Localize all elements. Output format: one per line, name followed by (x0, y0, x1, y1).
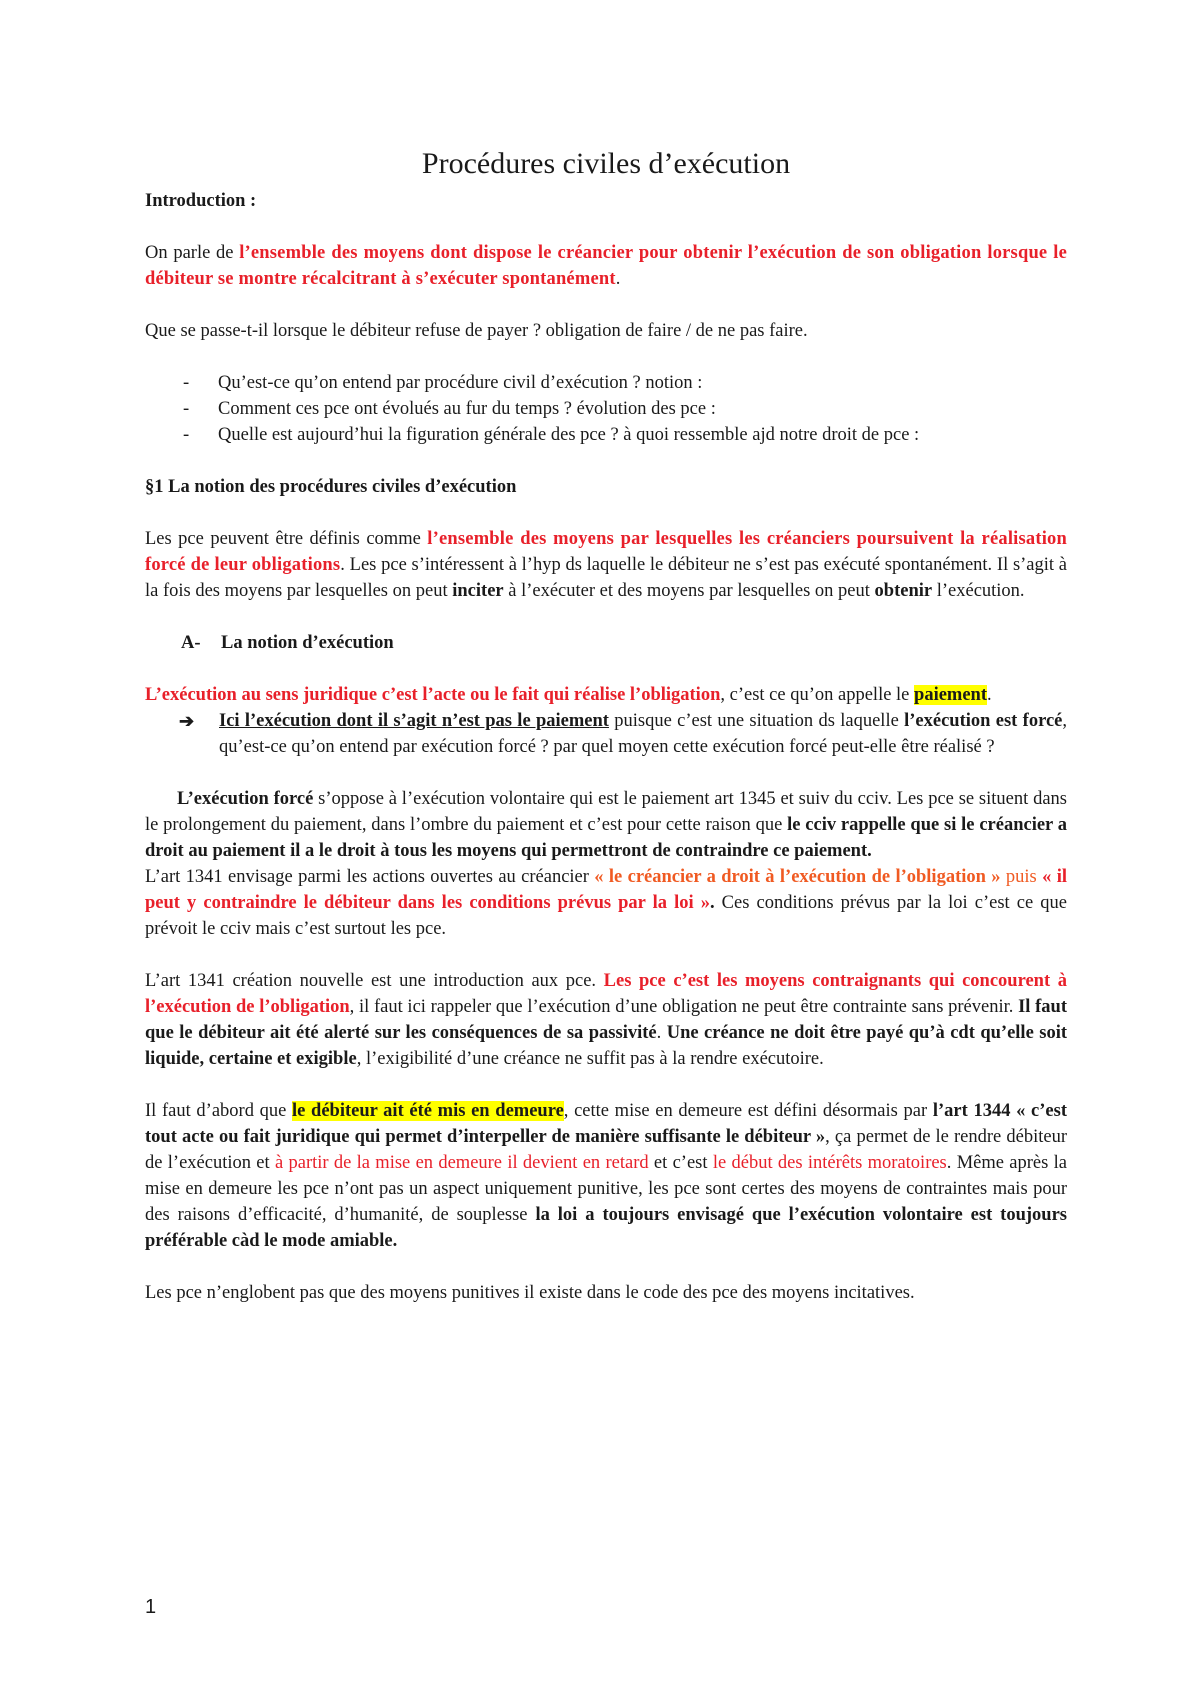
execution-definition-paragraph: L’exécution au sens juridique c’est l’acte ou le fait qui réalise l’obligation, c’est ce qu’on appelle le paiement. (145, 685, 992, 705)
arrow-right-icon: ➔ (179, 711, 195, 731)
article-1341-paragraph: L’art 1341 envisage parmi les actions ouvertes au créancier « le créancier a droit à l’exécution de l’obligation » puis « il peut y contraindre le débiteur dans les conditions prévus par la loi ». Ces conditions prévus par la loi c’est ce que prévoit le cciv mais c’est surtout les pce. (145, 867, 1068, 939)
closing-paragraph: Les pce n’englobent pas que des moyens punitives il existe dans le code des pce des moyens incitatives. (145, 1283, 915, 1303)
arrow-paragraph: ➔ Ici l’exécution dont il s’agit n’est pas le paiement puisque c’est une situation ds laquelle l’exécution est forcé, qu’est-ce qu’on entend par exécution forcé ? par quel moyen cette exécution forcé peut-elle être réalisé ? (145, 708, 1067, 760)
constraint-paragraph: L’art 1341 création nouvelle est une introduction aux pce. Les pce c’est les moyens contraignants qui concourent à l’exécution de l’obligation, il faut ici rappeler que l’exécution d’une obligation ne peut être contrainte sans prévenir. Il faut que le débiteur ait été alerté sur les conséquences de sa passivité. Une créance ne doit être payé qu’à cdt qu’elle soit liquide, certaine et exigible, l’exigibilité d’une créance ne suffit pas à la rendre exécutoire. (145, 971, 1068, 1069)
document-title: Procédures civiles d’exécution (421, 147, 791, 180)
document-body (145, 140, 1067, 1306)
page-number: 1 (145, 1596, 157, 1618)
mise-en-demeure-highlight: le débiteur ait été mis en demeure (292, 1101, 564, 1121)
intro-paragraph: On parle de l’ensemble des moyens dont dispose le créancier pour obtenir l’exécution de son obligation lorsque le débiteur se montre récalcitrant à s’exécuter spontanément. (145, 243, 1068, 289)
dash-bullet-icon: - (183, 425, 190, 445)
question-list (145, 370, 1067, 448)
section-1-heading: §1 La notion des procédures civiles d’exécution (145, 477, 517, 497)
list-item: - Qu’est-ce qu’on entend par procédure civil d’exécution ? notion : (145, 370, 1067, 396)
execution-definition: L’exécution au sens juridique c’est l’acte ou le fait qui réalise l’obligation (145, 685, 721, 705)
list-item: - Comment ces pce ont évolués au fur du temps ? évolution des pce : (145, 396, 1067, 422)
dash-bullet-icon: - (183, 399, 190, 419)
dash-bullet-icon: - (183, 373, 190, 393)
mise-en-demeure-paragraph: Il faut d’abord que le débiteur ait été mis en demeure, cette mise en demeure est défini désormais par l’art 1344 « c’est tout acte ou fait juridique qui permet d’interpeller de manière suffisante le débiteur », ça permet de le rendre débiteur de l’exécution et à partir de la mise en demeure il devient en retard et c’est le début des intérêts moratoires. Même après la mise en demeure les pce n’ont pas un aspect uniquement punitive, les pce sont certes des moyens de contraintes mais pour des raisons d’efficacité, d’humanité, de souplesse la loi a toujours envisagé que l’exécution volontaire est toujours préférable càd le mode amiable. (145, 1101, 1067, 1251)
forced-execution-paragraph: L’exécution forcé s’oppose à l’exécution volontaire qui est le paiement art 1345 et suiv du cciv. Les pce se situent dans le prolongement du paiement, dans l’ombre du paiement et c’est pour cette raison que le cciv rappelle que si le créancier a droit au paiement il a le droit à tous les moyens qui permettront de contraindre ce paiement. (145, 789, 1067, 861)
paiement-highlight: paiement (914, 685, 987, 705)
question-paragraph: Que se passe-t-il lorsque le débiteur refuse de payer ? obligation de faire / de ne pas faire. (145, 321, 808, 341)
notion-paragraph: Les pce peuvent être définis comme l’ensemble des moyens par lesquelles les créanciers poursuivent la réalisation forcé de leur obligations. Les pce s’intéressent à l’hyp ds laquelle le débiteur ne s’est pas exécuté spontanément. Il s’agit à la fois des moyens par lesquelles on peut inciter à l’exécuter et des moyens par lesquelles on peut obtenir l’exécution. (145, 529, 1067, 601)
intro-heading: Introduction : (145, 191, 257, 211)
intro-key-phrase: l’ensemble des moyens dont dispose le créancier pour obtenir l’exécution de son obligation lorsque le débiteur se montre récalcitrant à s’exécuter spontanément (145, 243, 1068, 289)
notion-key-phrase: l’ensemble des moyens par lesquelles les créanciers poursuivent la réalisation forcé de leur obligations (145, 529, 1067, 575)
list-item: - Quelle est aujourd’hui la figuration générale des pce ? à quoi ressemble ajd notre droit de pce : (145, 422, 1067, 448)
subsection-a-heading: A- La notion d’exécution (181, 633, 394, 653)
